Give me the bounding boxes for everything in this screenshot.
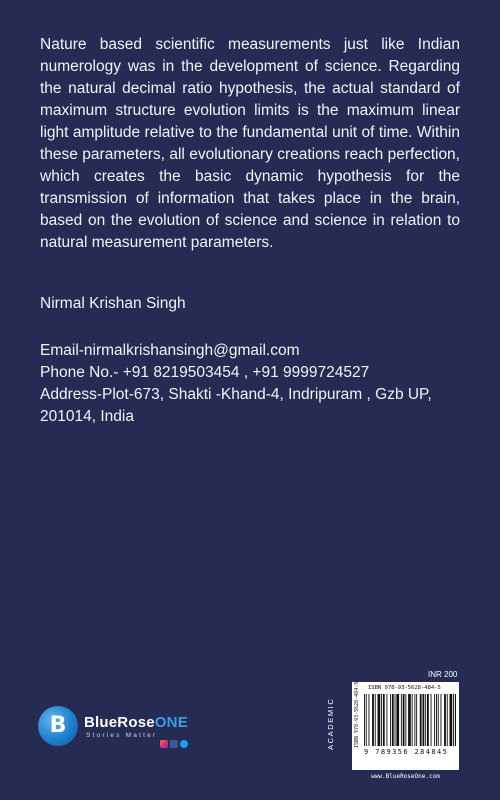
instagram-icon bbox=[160, 740, 168, 748]
contact-address-line-1: Address-Plot-673, Shakti -Khand-4, Indripuram , Gzb UP, bbox=[40, 386, 432, 403]
barcode-stripe bbox=[423, 694, 425, 746]
barcode-stripe bbox=[401, 694, 402, 746]
barcode-stripe bbox=[438, 694, 439, 746]
barcode-stripe bbox=[390, 694, 391, 746]
contact-phone: Phone No.- +91 8219503454 , +91 9999724527 bbox=[40, 364, 370, 381]
barcode-digits: 9 789356 284845 bbox=[364, 748, 449, 756]
barcode-stripe bbox=[427, 694, 429, 746]
barcode-stripe bbox=[455, 694, 456, 746]
barcode-stripe bbox=[378, 694, 381, 746]
publisher-logo bbox=[38, 706, 238, 756]
publisher-logo-letter: B bbox=[49, 713, 67, 738]
social-icons bbox=[160, 740, 190, 749]
facebook-icon bbox=[170, 740, 178, 748]
barcode-stripe bbox=[420, 694, 422, 746]
barcode-stripe bbox=[416, 694, 417, 746]
contact-details bbox=[40, 340, 470, 428]
price-label: INR 200 bbox=[428, 670, 458, 679]
barcode-stripe bbox=[431, 694, 432, 746]
barcode-stripe bbox=[372, 694, 374, 746]
publisher-name bbox=[84, 714, 188, 731]
publisher-name-part-2: ONE bbox=[154, 714, 188, 731]
barcode-stripe bbox=[425, 694, 426, 746]
publisher-tagline: Stories Matter bbox=[86, 732, 158, 739]
isbn-label: ISBN 978-93-5628-484-5 bbox=[368, 685, 441, 691]
barcode-stripe bbox=[444, 694, 446, 746]
barcode-stripe bbox=[383, 694, 385, 746]
publisher-logo-icon bbox=[38, 706, 78, 746]
barcode-stripe bbox=[392, 694, 394, 746]
contact-address-line-2: 201014, India bbox=[40, 408, 134, 425]
isbn-barcode bbox=[352, 682, 459, 770]
barcode-stripe bbox=[364, 694, 365, 746]
barcode-stripe bbox=[381, 694, 382, 746]
barcode-stripe bbox=[436, 694, 437, 746]
barcode-stripe bbox=[366, 694, 367, 746]
barcode-stripe bbox=[387, 694, 388, 746]
barcode-bars bbox=[364, 694, 456, 746]
barcode-stripe bbox=[396, 694, 399, 746]
contact-email: Email-nirmalkrishansingh@gmail.com bbox=[40, 342, 300, 359]
category-label: ACADEMIC bbox=[326, 697, 335, 750]
barcode-stripe bbox=[408, 694, 411, 746]
barcode-stripe bbox=[412, 694, 413, 746]
barcode-stripe bbox=[450, 694, 453, 746]
barcode-stripe bbox=[375, 694, 376, 746]
publisher-name-part-1: BlueRose bbox=[84, 714, 155, 731]
barcode-stripe bbox=[395, 694, 396, 746]
barcode-stripe bbox=[414, 694, 415, 746]
isbn-label-vertical: ISBN 978-93-5628-484-5 bbox=[354, 681, 360, 748]
barcode-stripe bbox=[405, 694, 406, 746]
barcode-stripe bbox=[369, 694, 370, 746]
author-name: Nirmal Krishan Singh bbox=[40, 295, 186, 312]
back-cover-blurb: Nature based scientific measurements just like Indian numerology was in the development of science. Regarding the natural decimal ratio hypothesis, the actual standard of maximum structure evolution limits is the maximum linear light amplitude relative to the fundamental unit of time. Within these parameters, all evolutionary creations reach perfection, which creates the basic dynamic hypothesis for the transmission of information that takes place in the brain, based on the evolution of science and science in relation to natural measurement parameters. bbox=[40, 36, 460, 251]
twitter-icon bbox=[180, 740, 188, 748]
publisher-website: www.BlueRoseOne.com bbox=[371, 773, 440, 780]
barcode-stripe bbox=[441, 694, 442, 746]
barcode-stripe bbox=[447, 694, 448, 746]
barcode-stripe bbox=[434, 694, 435, 746]
barcode-stripe bbox=[453, 694, 454, 746]
barcode-stripe bbox=[403, 694, 405, 746]
